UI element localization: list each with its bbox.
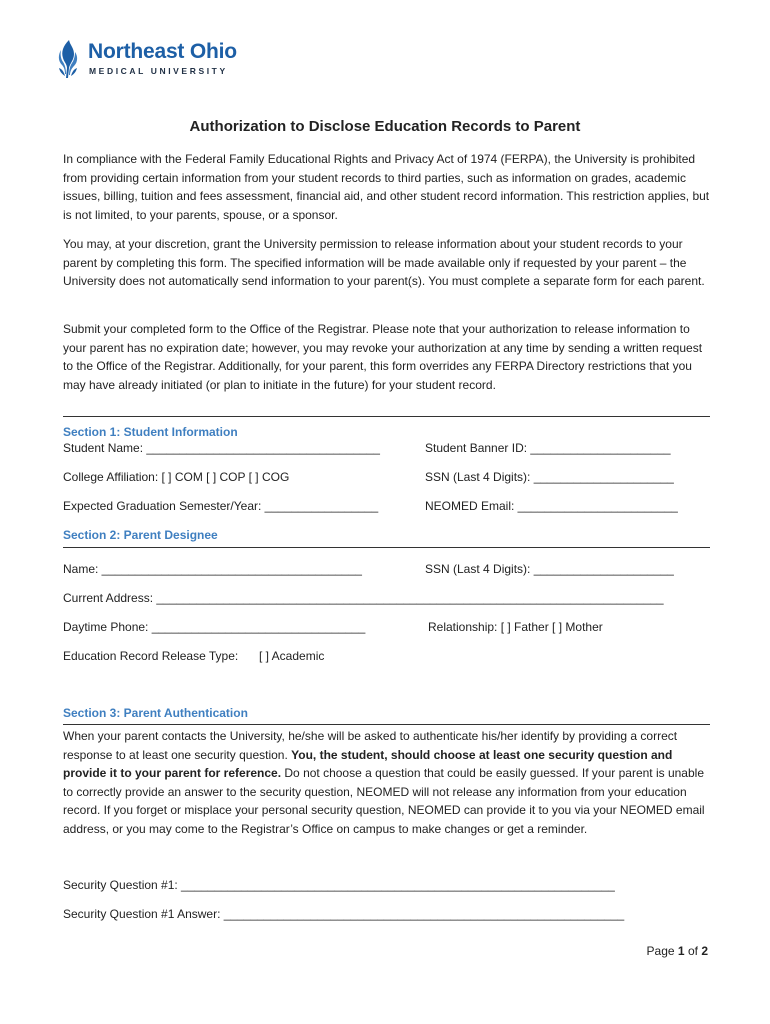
- current-address-field[interactable]: Current Address: ____________________________________________________________________________: [63, 591, 664, 605]
- flame-leaf-icon: [55, 38, 81, 80]
- page-of: of: [687, 944, 698, 958]
- authentication-text-end: Do not choose a question that could be easily guessed. If your parent is unable to correctly provide an answer to the security question, NEOMED will not release any information from your education record. If you forget or misplace your personal security question, NEOMED can provide it to you via your NEOMED email address, or you may come to the Registrar’s Office on campus to make changes or get a reminder.: [63, 766, 705, 836]
- daytime-phone-field[interactable]: Daytime Phone: ________________________________: [63, 620, 366, 634]
- section-2-heading: Section 2: Parent Designee: [63, 528, 218, 542]
- authentication-text-bold: You, the student, should choose at least one security question and provide it to your parent for reference.: [63, 747, 673, 781]
- page-title: Authorization to Disclose Education Records to Parent: [189, 118, 581, 135]
- authentication-text-start: When your parent contacts the University, he/she will be asked to authenticate his/her identify by providing a correct response to at least one security question.: [63, 729, 678, 762]
- graduation-field[interactable]: Expected Graduation Semester/Year: _________________: [63, 499, 379, 513]
- student-name-field[interactable]: Student Name: ___________________________________: [63, 441, 380, 455]
- logo-name: Northeast Ohio: [88, 40, 237, 63]
- security-answer-field[interactable]: Security Question #1 Answer: ____________________________________________________________: [63, 907, 625, 921]
- intro-paragraph-2: You may, at your discretion, grant the University permission to release information about your student records to your parent by completing this form. The specified information will be made available only if requested by your parent – the University does not automatically send information to your parent(s). You must complete a separate form for each parent.: [63, 237, 705, 289]
- section-divider: [63, 416, 710, 417]
- intro-paragraph-3: Submit your completed form to the Office of the Registrar. Please note that your authorization to release information to your parent has no expiration date; however, you may revoke your authorization at any time by sending a written request to the Office of the Registrar. Additionally, for your parent, this form overrides any FERPA Directory restrictions that you may have already initiated (or plan to initiate in the future) for your student record.: [63, 322, 703, 392]
- student-ssn-field[interactable]: SSN (Last 4 Digits): _____________________: [425, 470, 674, 484]
- student-banner-id-field[interactable]: Student Banner ID: _____________________: [425, 441, 671, 455]
- parent-ssn-field[interactable]: SSN (Last 4 Digits): _____________________: [425, 562, 674, 576]
- relationship-field[interactable]: Relationship: [ ] Father [ ] Mother: [428, 620, 603, 634]
- authentication-paragraph: [63, 727, 713, 839]
- university-logo: [55, 38, 255, 82]
- neomed-email-field[interactable]: NEOMED Email: ________________________: [425, 499, 678, 513]
- page-number: [647, 944, 708, 958]
- section-divider: [63, 547, 710, 548]
- release-type-academic-checkbox[interactable]: [ ] Academic: [259, 649, 325, 663]
- parent-name-field[interactable]: Name: _______________________________________: [63, 562, 362, 576]
- page-label: Page: [646, 944, 675, 958]
- page-current: 1: [677, 944, 685, 958]
- section-divider: [63, 724, 710, 725]
- page-total: 2: [701, 944, 708, 958]
- release-type-label: Education Record Release Type:: [63, 649, 239, 663]
- intro-paragraph-1: In compliance with the Federal Family Educational Rights and Privacy Act of 1974 (FERPA), the University is prohibited from providing certain information from your student records to third parties, such as information on grades, academic issues, billing, tuition and fees assessment, financial aid, and other student record information. This restriction applies, but is not limited, to your parents, spouse, or a sponsor.: [63, 152, 710, 222]
- logo-subtitle: MEDICAL UNIVERSITY: [89, 66, 228, 76]
- section-1-heading: Section 1: Student Information: [63, 425, 238, 439]
- section-3-heading: Section 3: Parent Authentication: [63, 706, 248, 720]
- college-affiliation-field[interactable]: College Affiliation: [ ] COM [ ] COP [ ] COG: [63, 470, 290, 484]
- security-question-field[interactable]: Security Question #1: _________________________________________________________________: [63, 878, 615, 892]
